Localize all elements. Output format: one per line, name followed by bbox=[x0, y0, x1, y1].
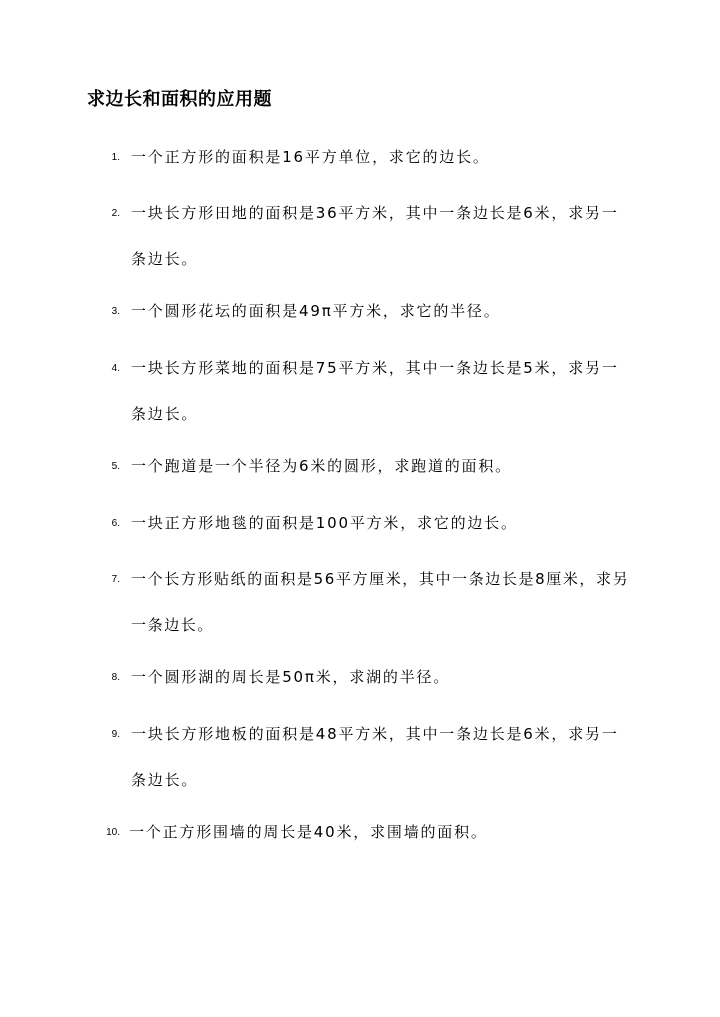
question-text: 一个圆形湖的周长是50π米，求湖的半径。 bbox=[131, 668, 451, 686]
question-number: 4. bbox=[111, 363, 120, 374]
question-text: 一个圆形花坛的面积是49π平方米，求它的半径。 bbox=[131, 302, 501, 320]
question-text: 一块长方形地板的面积是48平方米，其中一条边长是6米，求另一条边长。 bbox=[131, 725, 619, 789]
question-text: 一块长方形菜地的面积是75平方米，其中一条边长是5米，求另一条边长。 bbox=[131, 359, 619, 423]
question-number: 1. bbox=[111, 152, 120, 163]
question-number: 6. bbox=[111, 518, 120, 529]
question-text: 一个跑道是一个半径为6米的圆形，求跑道的面积。 bbox=[131, 457, 512, 475]
question-number: 9. bbox=[111, 729, 120, 740]
document-title: 求边长和面积的应用题 bbox=[87, 89, 272, 110]
question-text: 一块正方形地毯的面积是100平方米，求它的边长。 bbox=[131, 514, 518, 532]
question-text: 一个正方形的面积是16平方单位，求它的边长。 bbox=[131, 148, 490, 166]
question-text: 一块长方形田地的面积是36平方米，其中一条边长是6米，求另一条边长。 bbox=[131, 204, 619, 268]
question-number: 8. bbox=[111, 672, 120, 683]
question-number: 7. bbox=[111, 574, 120, 585]
question-number: 2. bbox=[111, 208, 120, 219]
question-number: 10. bbox=[106, 827, 120, 838]
question-number: 5. bbox=[111, 461, 120, 472]
question-text: 一个正方形围墙的周长是40米，求围墙的面积。 bbox=[129, 823, 488, 841]
question-number: 3. bbox=[111, 306, 120, 317]
question-text: 一个长方形贴纸的面积是56平方厘米，其中一条边长是8厘米，求另一条边长。 bbox=[131, 570, 630, 634]
